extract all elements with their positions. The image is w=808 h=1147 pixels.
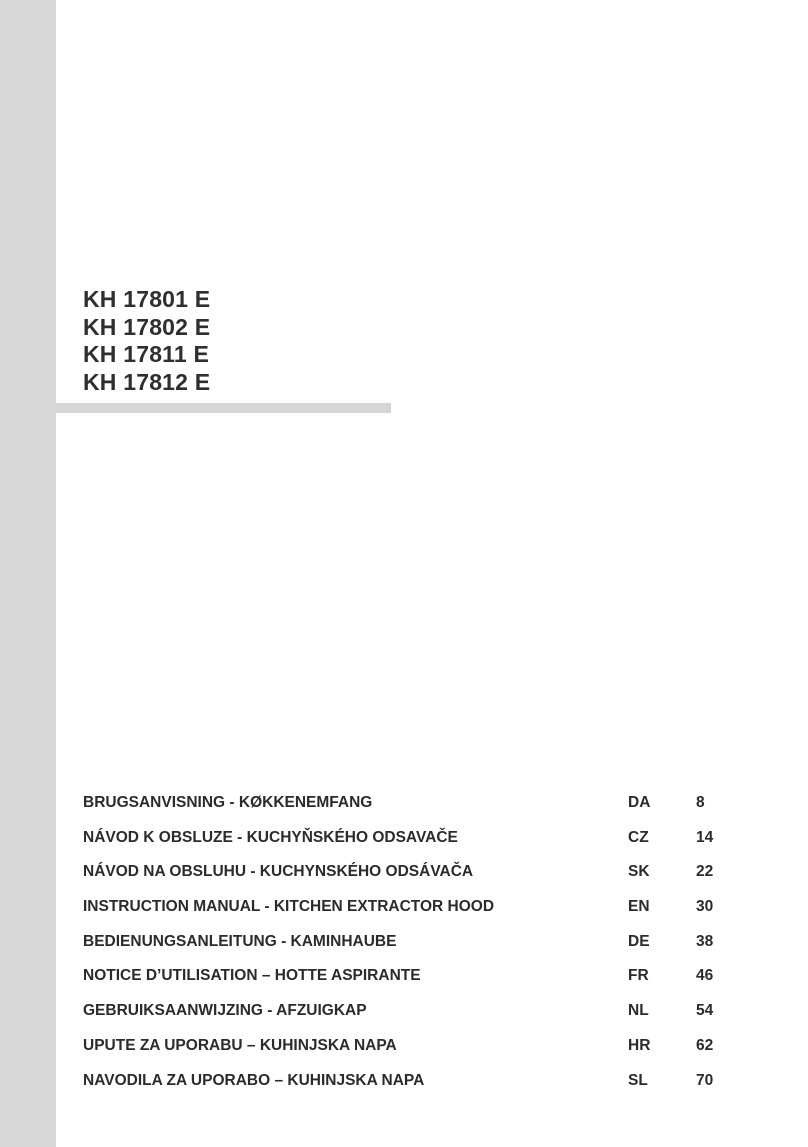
toc-row[interactable] [83, 859, 733, 894]
toc-page-number: 62 [696, 1036, 714, 1054]
toc-page-number: 14 [696, 828, 714, 846]
toc-row[interactable] [83, 929, 733, 964]
toc-language-code: FR [628, 967, 649, 985]
model-number: KH 17811 E [83, 341, 210, 367]
toc-title: NAVODILA ZA UPORABO – KUHINJSKA NAPA [83, 1071, 425, 1089]
toc-language-code: CZ [628, 828, 649, 846]
toc-row[interactable] [83, 963, 733, 998]
toc-title: NÁVOD K OBSLUZE - KUCHYŇSKÉHO ODSAVAČE [83, 828, 458, 846]
toc-language-code: DE [628, 932, 650, 950]
toc-page-number: 54 [696, 1002, 714, 1020]
toc-title: UPUTE ZA UPORABU – KUHINJSKA NAPA [83, 1036, 397, 1054]
model-list [83, 286, 210, 396]
toc-title: NÁVOD NA OBSLUHU - KUCHYNSKÉHO ODSÁVAČA [83, 863, 474, 881]
toc-row[interactable] [83, 790, 733, 825]
toc-language-code: EN [628, 898, 650, 916]
model-number: KH 17802 E [83, 313, 211, 340]
toc-page-number: 8 [696, 794, 705, 811]
toc-page-number: 70 [696, 1071, 714, 1089]
model-number: KH 17801 E [83, 286, 211, 312]
toc-row[interactable] [83, 1033, 733, 1068]
model-number: KH 17812 E [83, 368, 211, 395]
toc-language-code: HR [628, 1036, 651, 1054]
toc-title: GEBRUIKSAANWIJZING - AFZUIGKAP [83, 1002, 367, 1020]
title-divider [56, 403, 391, 413]
side-strip [0, 0, 56, 1147]
toc-language-code: SL [628, 1071, 648, 1089]
toc-title: BEDIENUNGSANLEITUNG - KAMINHAUBE [83, 932, 397, 950]
toc-language-code: NL [628, 1002, 649, 1020]
table-of-contents [83, 790, 733, 1102]
toc-title: BRUGSANVISNING - KØKKENEMFANG [83, 794, 373, 811]
toc-title: INSTRUCTION MANUAL - KITCHEN EXTRACTOR HOOD [83, 898, 495, 916]
toc-page-number: 46 [696, 967, 714, 985]
toc-row[interactable] [83, 894, 733, 929]
toc-title: NOTICE D’UTILISATION – HOTTE ASPIRANTE [83, 967, 421, 985]
toc-page-number: 22 [696, 863, 714, 881]
toc-row[interactable] [83, 1068, 733, 1103]
toc-language-code: DA [628, 794, 651, 811]
toc-language-code: SK [628, 863, 650, 881]
toc-row[interactable] [83, 998, 733, 1033]
toc-page-number: 38 [696, 932, 714, 950]
toc-row[interactable] [83, 825, 733, 860]
toc-page-number: 30 [696, 898, 714, 916]
